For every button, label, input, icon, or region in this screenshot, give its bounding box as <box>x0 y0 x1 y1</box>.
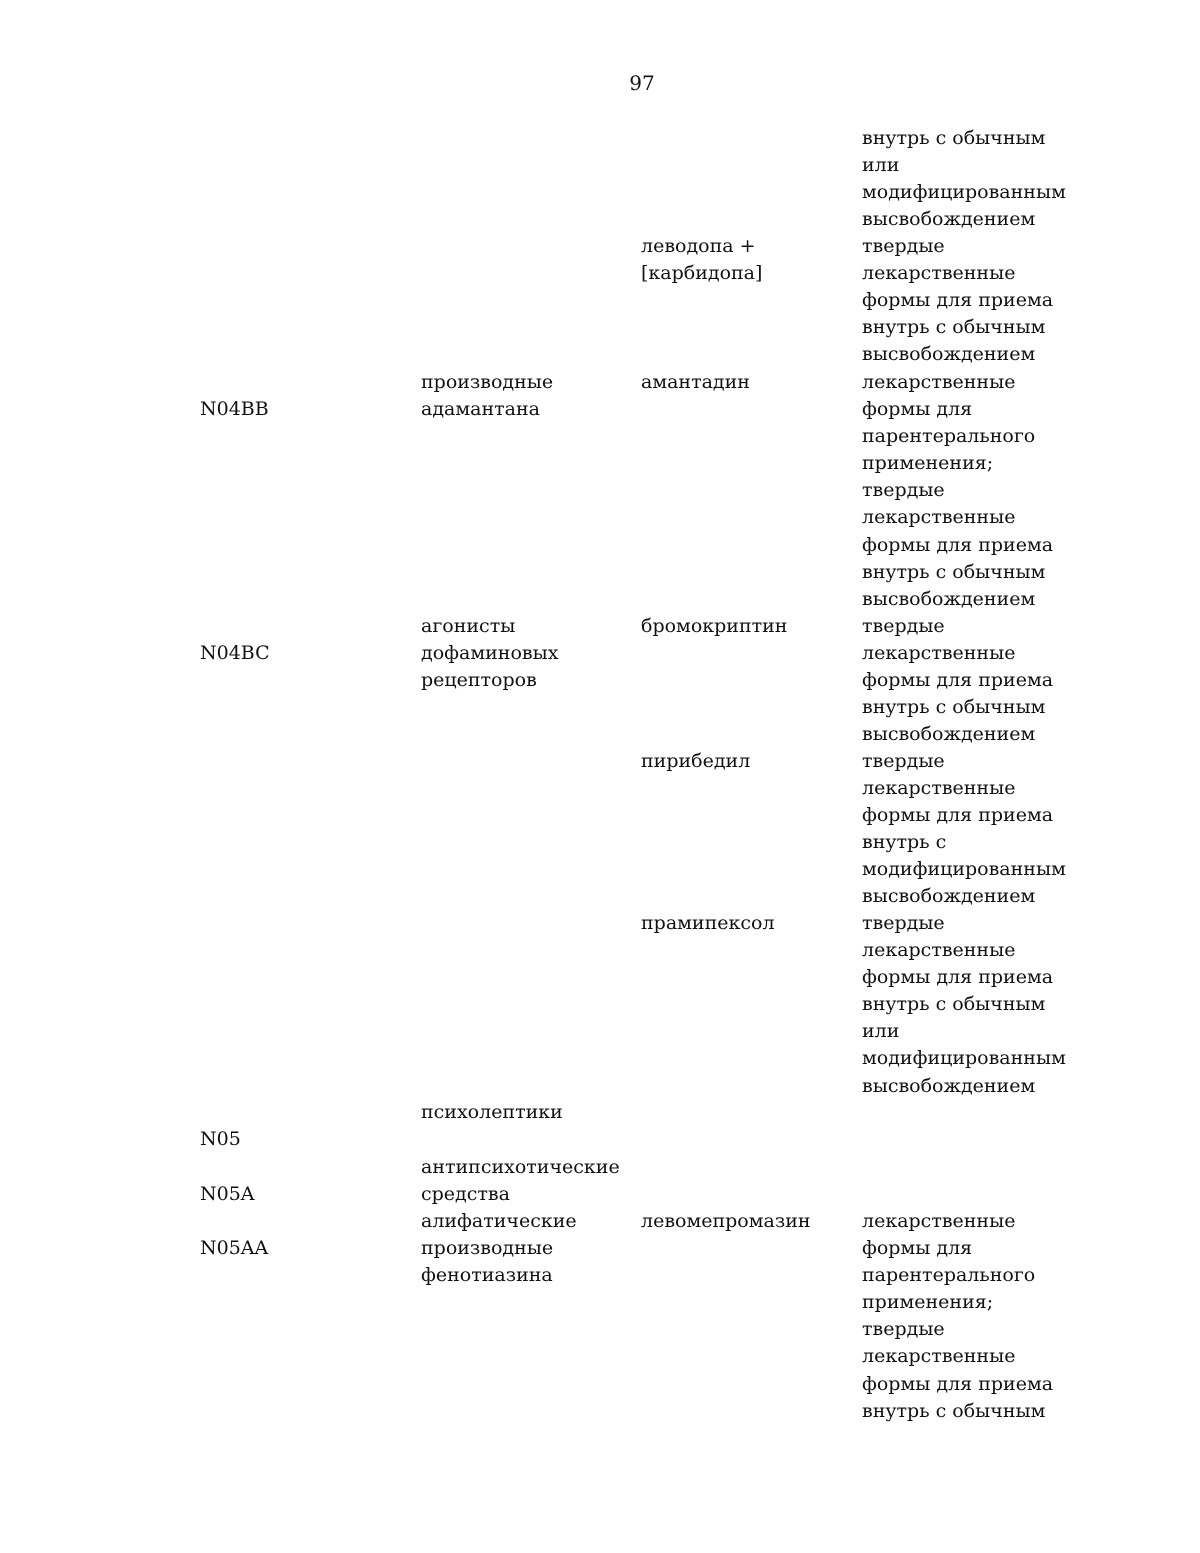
atc-code: N05 <box>200 1128 241 1150</box>
text-line: внутрь с обычным <box>862 560 1046 583</box>
text-line: лекарственные <box>862 642 1016 665</box>
text-line: твердые <box>862 1318 945 1341</box>
text-line: внутрь с обычным <box>862 316 1046 339</box>
text-line: лекарственные <box>862 262 1016 285</box>
text-line: твердые <box>862 615 945 637</box>
drug-name: амантадин <box>641 371 750 393</box>
text-line: твердые <box>862 912 945 934</box>
drug-name <box>641 233 762 287</box>
text-line: [карбидопа] <box>641 262 763 285</box>
text-line: твердые <box>862 750 945 772</box>
text-line: формы для приема <box>862 804 1054 827</box>
text-line: высвобождением <box>862 208 1036 231</box>
group-name <box>421 1154 620 1208</box>
text-line: парентерального <box>862 1264 1036 1287</box>
text-line: внутрь с обычным <box>862 127 1046 149</box>
group-name <box>421 369 553 423</box>
text-line: формы для приема <box>862 533 1054 556</box>
text-line: модифицированным <box>862 1047 1066 1070</box>
text-line: парентерального <box>862 425 1036 448</box>
text-line: внутрь с обычным <box>862 696 1046 719</box>
group-name <box>421 1208 577 1289</box>
drug-name: бромокриптин <box>641 615 788 637</box>
text-line: высвобождением <box>862 885 1036 908</box>
text-line: производные <box>421 1237 554 1260</box>
text-line: формы для приема <box>862 966 1054 989</box>
text-line: формы для <box>862 398 973 421</box>
text-line: высвобождением <box>862 587 1036 610</box>
text-line: лекарственные <box>862 506 1016 529</box>
text-line: дофаминовых <box>421 642 559 665</box>
text-line: леводопа + <box>641 235 756 257</box>
text-line: высвобождением <box>862 723 1036 746</box>
text-line: формы для приема <box>862 289 1054 312</box>
drug-name: левомепромазин <box>641 1210 811 1232</box>
text-line: внутрь с обычным <box>862 993 1046 1016</box>
text-line: лекарственные <box>862 1210 1016 1232</box>
text-line: лекарственные <box>862 777 1016 800</box>
text-line: формы для приема <box>862 1372 1054 1395</box>
text-line: формы для <box>862 1237 973 1260</box>
drug-name: пирибедил <box>641 750 751 772</box>
text-line: формы для приема <box>862 669 1054 692</box>
dosage-form <box>862 910 1066 1100</box>
atc-code: N05A <box>200 1183 255 1205</box>
text-line: высвобождением <box>862 1074 1036 1097</box>
text-line: или <box>862 154 900 177</box>
text-line: твердые <box>862 235 945 257</box>
group-name: психолептики <box>421 1101 563 1123</box>
text-line: применения; <box>862 1291 994 1314</box>
text-line: или <box>862 1020 900 1043</box>
text-line: фенотиазина <box>421 1264 553 1287</box>
text-line: лекарственные <box>862 1345 1016 1368</box>
text-line: производные <box>421 371 554 393</box>
group-name <box>421 613 558 694</box>
atc-code: N04BC <box>200 642 270 664</box>
text-line: лекарственные <box>862 939 1016 962</box>
dosage-form <box>862 1208 1053 1425</box>
text-line: рецепторов <box>421 669 537 692</box>
dosage-form <box>862 748 1066 911</box>
text-line: средства <box>421 1183 510 1206</box>
text-line: модифицированным <box>862 858 1066 881</box>
atc-code: N04BB <box>200 398 269 420</box>
text-line: адамантана <box>421 398 540 421</box>
atc-code: N05AA <box>200 1237 269 1259</box>
drug-name: прамипексол <box>641 912 775 934</box>
text-line: внутрь с обычным <box>862 1399 1046 1422</box>
dosage-form <box>862 233 1053 368</box>
text-line: твердые <box>862 479 945 502</box>
text-line: алифатические <box>421 1210 577 1232</box>
dosage-form <box>862 613 1053 748</box>
text-line: высвобождением <box>862 343 1036 366</box>
dosage-form-continued <box>862 125 1066 233</box>
dosage-form <box>862 369 1053 613</box>
text-line: внутрь с <box>862 831 947 854</box>
text-line: лекарственные <box>862 371 1016 393</box>
page-number: 97 <box>629 71 655 95</box>
text-line: применения; <box>862 452 994 475</box>
text-line: модифицированным <box>862 181 1066 204</box>
text-line: агонисты <box>421 615 516 637</box>
text-line: антипсихотические <box>421 1156 620 1178</box>
